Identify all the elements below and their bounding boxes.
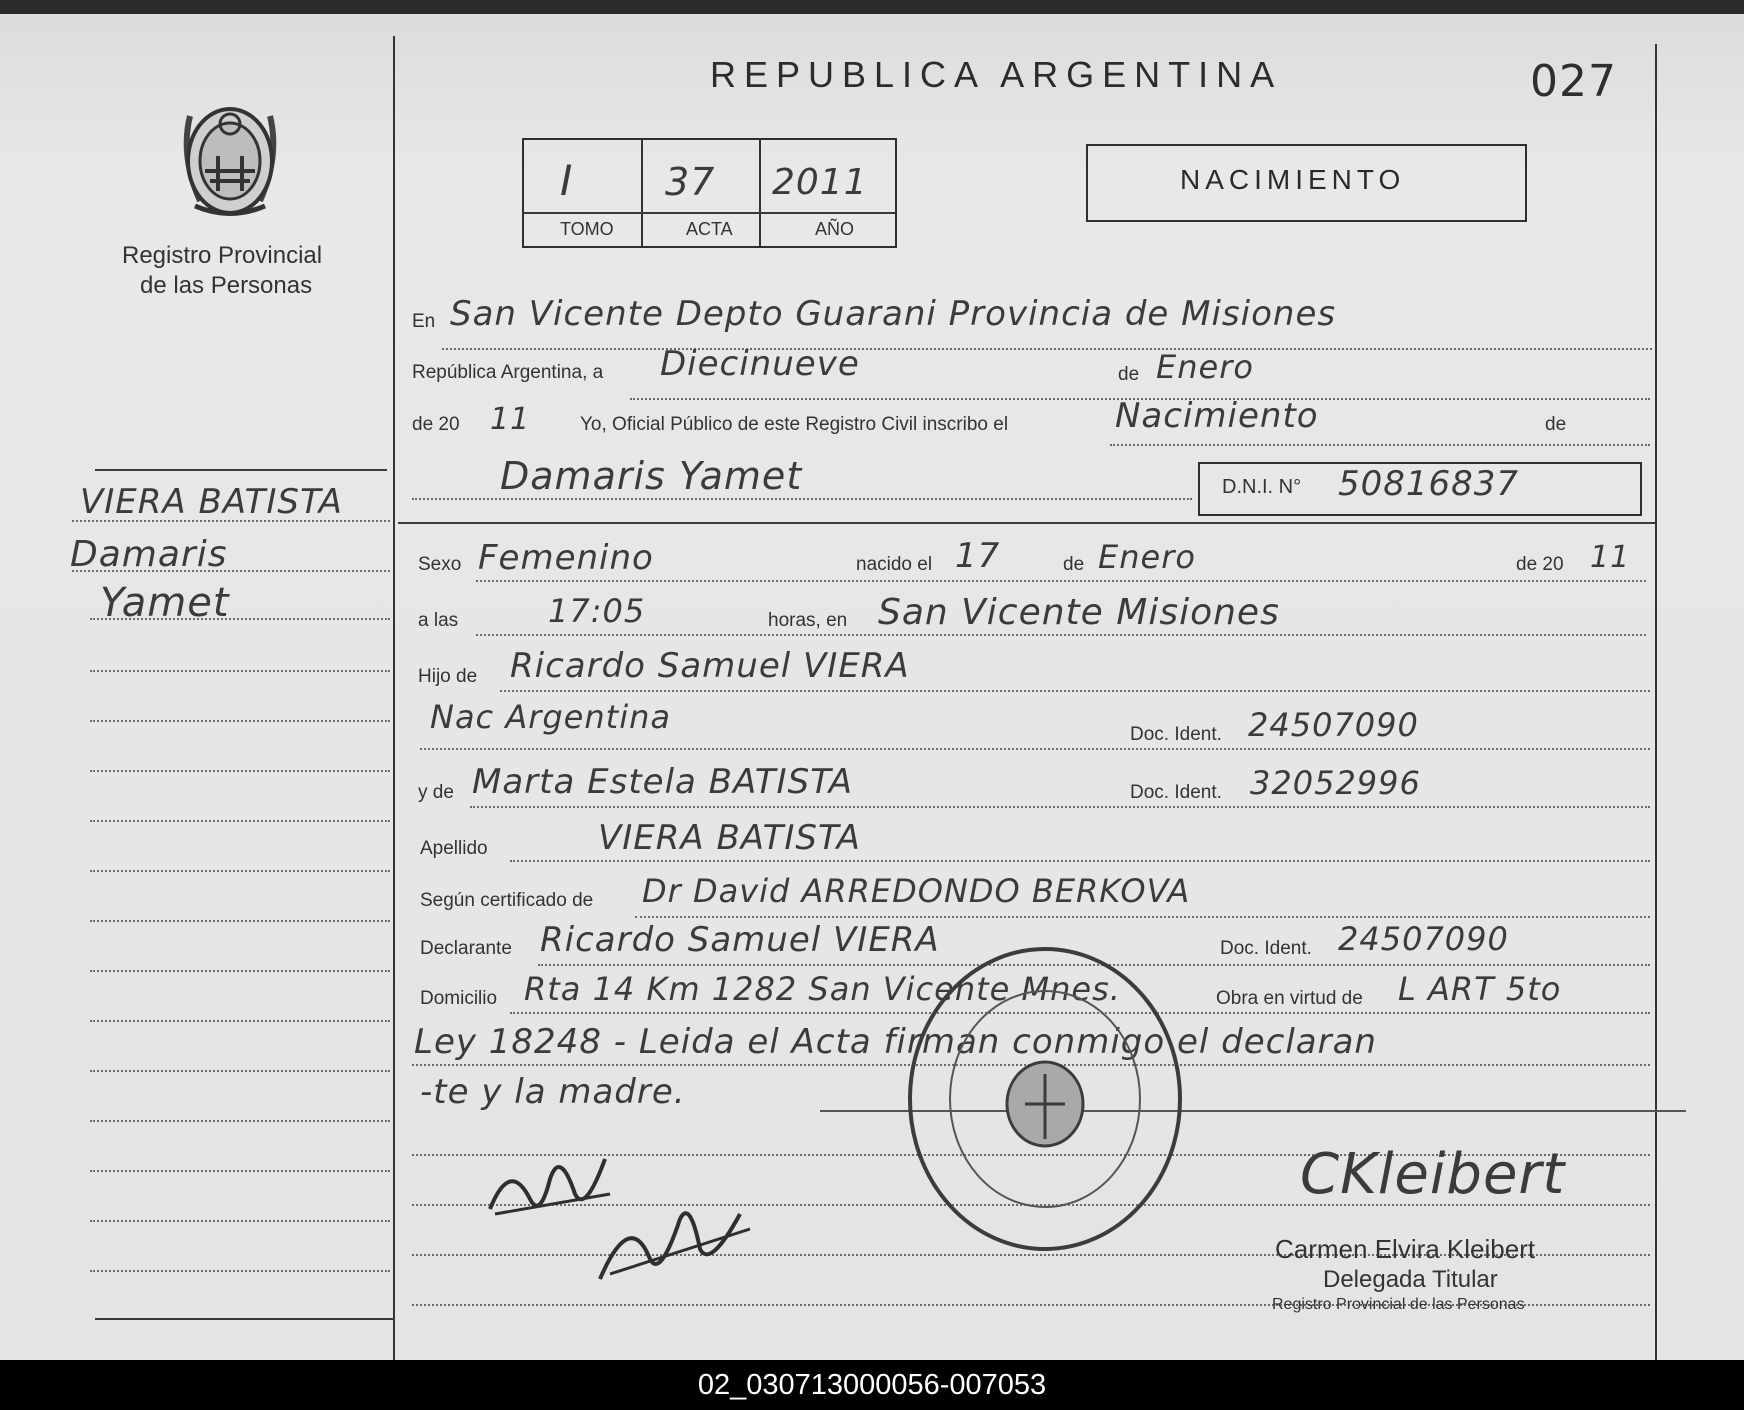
label-obra: Obra en virtud de <box>1216 988 1363 1009</box>
label-dni: D.N.I. N° <box>1222 476 1302 498</box>
label-domicilio: Domicilio <box>420 988 498 1009</box>
field-dia-nac: 17 <box>955 536 1001 576</box>
field-obra: L ART 5to <box>1398 970 1562 1008</box>
field-nombre: Damaris Yamet <box>500 454 803 498</box>
anio-value: 2011 <box>772 162 868 203</box>
entry-line <box>470 806 1650 808</box>
document-id-footer: 02_030713000056-007053 <box>0 1360 1744 1410</box>
acta-value: 37 <box>665 160 716 204</box>
left-column-divider <box>393 36 395 1366</box>
country-title: REPUBLICA ARGENTINA <box>710 54 1283 95</box>
tomo-label: TOMO <box>560 219 614 239</box>
label-de-end: de <box>1545 414 1567 435</box>
margin-dotted-line <box>90 1120 390 1122</box>
field-domicilio: Rta 14 Km 1282 San Vicente Mnes. <box>524 970 1121 1008</box>
field-apellido: VIERA BATISTA <box>598 818 861 858</box>
entry-line <box>476 634 1646 636</box>
margin-dotted-line <box>90 1270 390 1272</box>
label-de20: de 20 <box>412 414 460 435</box>
field-dni: 50816837 <box>1338 464 1520 504</box>
right-border <box>1655 44 1657 1364</box>
field-nacionalidad-padre: Nac Argentina <box>430 698 671 736</box>
margin-rule <box>95 469 387 471</box>
entry-line <box>510 860 1650 862</box>
field-certificado: Dr David ARREDONDO BERKOVA <box>642 872 1191 910</box>
entry-line <box>442 348 1652 350</box>
entry-line <box>412 498 1192 500</box>
field-texto-linea1: Ley 18248 - Leida el Acta firman conmigo el declaran <box>414 1022 1377 1062</box>
margin-dotted-line <box>90 1020 390 1022</box>
entry-line <box>476 580 1646 582</box>
label-segun: Según certificado de <box>420 890 594 911</box>
acta-label: ACTA <box>686 219 733 239</box>
field-hora: 17:05 <box>548 592 646 630</box>
margin-dotted-line <box>90 618 390 620</box>
field-texto-linea2: -te y la madre. <box>420 1072 686 1112</box>
entry-line <box>420 748 1650 750</box>
field-padre: Ricardo Samuel VIERA <box>510 646 910 686</box>
margin-dotted-line <box>90 970 390 972</box>
section-rule <box>398 522 1655 524</box>
entry-line <box>1110 444 1650 446</box>
field-sexo: Femenino <box>478 538 654 578</box>
tomo-value: I <box>560 156 574 205</box>
registrar-title: Delegada Titular <box>1323 1266 1498 1293</box>
margin-dotted-line <box>90 720 390 722</box>
official-seal-icon <box>895 934 1195 1264</box>
registrar-office: Registro Provincial de las Personas <box>1272 1296 1525 1313</box>
margin-dotted-line <box>90 1070 390 1072</box>
label-hijo-de: Hijo de <box>418 666 478 687</box>
field-madre: Marta Estela BATISTA <box>472 762 854 802</box>
margin-dotted-line <box>90 1220 390 1222</box>
label-de-nac: de <box>1063 554 1085 575</box>
margin-surname: VIERA BATISTA <box>80 482 343 522</box>
label-doc-ident-padre: Doc. Ident. <box>1130 724 1222 745</box>
field-lugar: San Vicente Depto Guarani Provincia de Misiones <box>450 294 1337 334</box>
label-sexo: Sexo <box>418 554 462 575</box>
margin-dotted-line <box>90 1170 390 1172</box>
field-anio-corto: 11 <box>490 402 531 437</box>
label-doc-ident-declarante: Doc. Ident. <box>1220 938 1312 959</box>
entry-line <box>635 916 1650 918</box>
label-de20-nac: de 20 <box>1516 554 1564 575</box>
field-mes: Enero <box>1156 348 1254 386</box>
margin-second-name: Yamet <box>100 580 230 626</box>
field-doc-declarante: 24507090 <box>1338 920 1509 958</box>
table-divider <box>759 138 761 246</box>
table-divider <box>522 212 895 214</box>
table-divider <box>641 138 643 246</box>
label-declarante: Declarante <box>420 938 512 959</box>
registrar-name: Carmen Elvira Kleibert <box>1275 1234 1536 1264</box>
margin-dotted-line <box>90 670 390 672</box>
margin-dotted-line <box>90 920 390 922</box>
label-horas: horas, en <box>768 610 848 631</box>
margin-dotted-line <box>72 520 390 522</box>
label-a-las: a las <box>418 610 459 631</box>
margin-first-name: Damaris <box>70 534 228 575</box>
label-nacido: nacido el <box>856 554 933 575</box>
field-doc-padre: 24507090 <box>1248 706 1419 744</box>
field-declarante: Ricardo Samuel VIERA <box>540 920 940 960</box>
field-lugar-nac: San Vicente Misiones <box>878 592 1280 633</box>
field-acto: Nacimiento <box>1115 396 1319 436</box>
margin-dotted-line <box>90 870 390 872</box>
label-apellido: Apellido <box>420 838 488 859</box>
margin-dotted-line <box>90 820 390 822</box>
registry-name-line2: de las Personas <box>140 272 313 299</box>
margin-dotted-line <box>72 570 390 572</box>
margin-rule <box>95 1318 395 1320</box>
anio-label: AÑO <box>815 219 855 239</box>
field-dia-letras: Diecinueve <box>660 344 860 384</box>
act-type-label: NACIMIENTO <box>1180 164 1406 195</box>
margin-dotted-line <box>90 770 390 772</box>
birth-certificate-page <box>0 14 1744 1360</box>
field-doc-madre: 32052996 <box>1250 764 1421 802</box>
mother-signature-icon <box>590 1189 760 1289</box>
provincial-emblem-icon <box>160 76 300 226</box>
label-y-de: y de <box>418 782 454 803</box>
registrar-signature: CKleibert <box>1300 1142 1566 1207</box>
label-yo-oficial: Yo, Oficial Público de este Registro Civil inscribo el <box>580 414 1009 435</box>
registry-name-line1: Registro Provincial <box>122 242 323 269</box>
label-en: En <box>412 311 436 332</box>
label-republica: República Argentina, a <box>412 362 604 383</box>
page-number: 027 <box>1530 56 1617 107</box>
field-anio-nac: 11 <box>1590 540 1631 575</box>
entry-line <box>500 690 1650 692</box>
label-doc-ident-madre: Doc. Ident. <box>1130 782 1222 803</box>
label-de: de <box>1118 364 1140 385</box>
field-mes-nac: Enero <box>1098 538 1196 576</box>
